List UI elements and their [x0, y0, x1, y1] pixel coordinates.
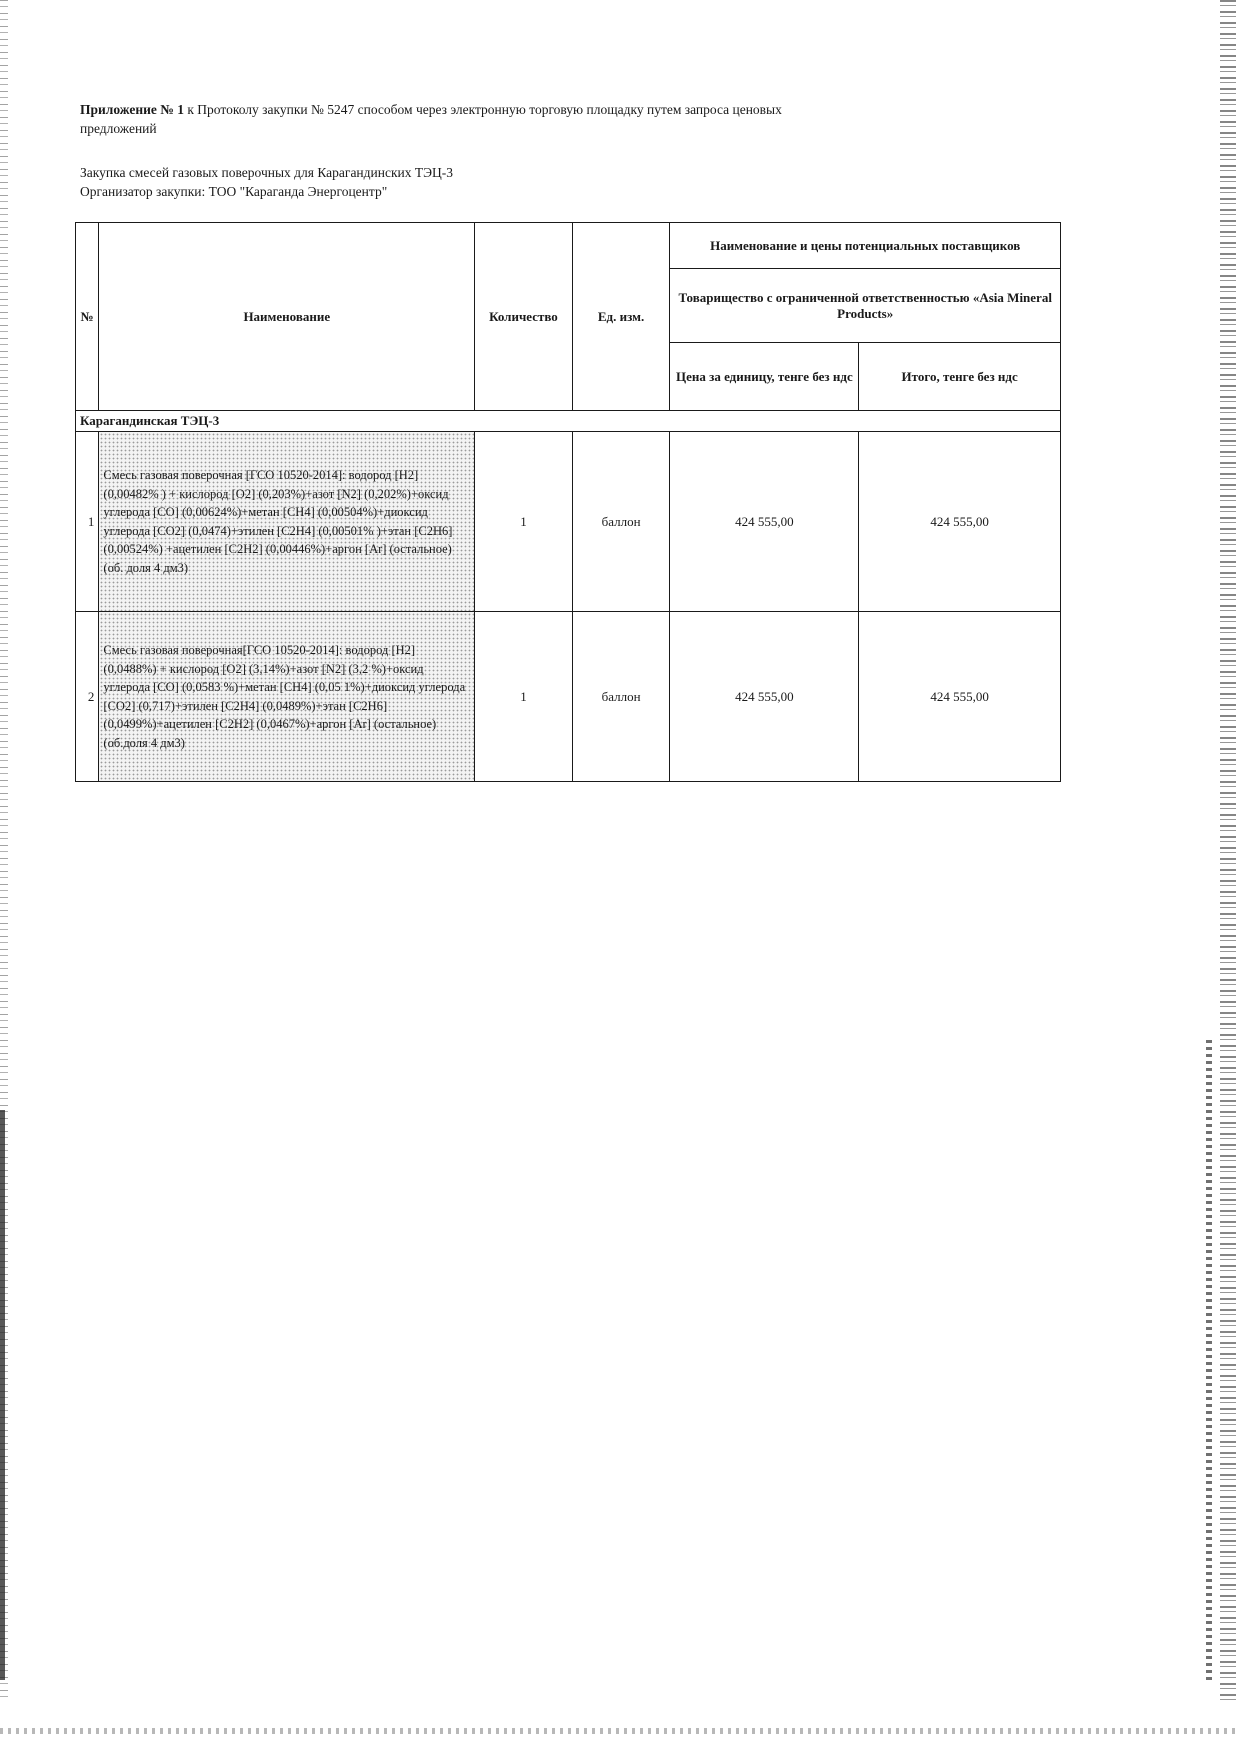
row-number: 2 [76, 612, 99, 782]
col-header-qty: Количество [475, 223, 573, 411]
item-total: 424 555,00 [859, 612, 1061, 782]
appendix-title-rest: к Протоколу закупки № 5247 способом через электронную торговую площадку путем запроса ценовых [184, 102, 782, 117]
scan-edge-left-strip [0, 1110, 5, 1680]
item-unit: баллон [572, 612, 670, 782]
col-header-total: Итого, тенге без ндс [859, 343, 1061, 411]
item-total: 424 555,00 [859, 432, 1061, 612]
purchase-subject: Закупка смесей газовых поверочных для Карагандинских ТЭЦ-3 [80, 165, 454, 180]
item-unit: баллон [572, 432, 670, 612]
col-header-unit: Ед. изм. [572, 223, 670, 411]
protocol-table [75, 222, 1061, 782]
table-row [76, 612, 1061, 782]
item-price: 424 555,00 [670, 612, 859, 782]
scan-edge-right-strip [1206, 1040, 1212, 1680]
col-header-suppliers: Наименование и цены потенциальных поставщиков [670, 223, 1061, 269]
item-name: Смесь газовая поверочная[ГСО 10520-2014]: водород [H2] (0,0488%) + кислород [O2] (3,14%)+азот [N2] (3,2 %)+оксид углерода [CO] (0,0583 %)+метан [CH4] (0,05 1%)+диоксид углерода [CO2] (0,717)+этилен [C2H4] (0,0489%)+этан [C2H6] (0,0499%)+ацетилен [C2H2] (0,0467%)+аргон [Ar] (остальное) (об.доля 4 дм3) [99, 612, 475, 782]
purchase-info [80, 163, 900, 201]
item-name: Смесь газовая поверочная [ГСО 10520-2014]: водород [H2] (0,00482% ) + кислород [O2] (0,203%)+азот [N2] (0,202%)+оксид углерода [CO] (0,00624%)+метан [CH4] (0,00504%)+диоксид углерода [CO2] (0,0474)+этилен [C2H4] (0,00501% )+этан [C2H6] (0,00524%) +ацетилен [C2H2] (0,00446%)+аргон [Ar] (остальное) (об. доля 4 дм3) [99, 432, 475, 612]
col-header-name: Наименование [99, 223, 475, 411]
section-row [76, 411, 1061, 432]
row-number: 1 [76, 432, 99, 612]
appendix-title [80, 100, 900, 119]
col-header-price: Цена за единицу, тенге без ндс [670, 343, 859, 411]
purchase-organizer: Организатор закупки: ТОО "Караганда Энергоцентр" [80, 184, 388, 199]
supplier-name: Товарищество с ограниченной ответственностью «Asia Mineral Products» [670, 269, 1061, 343]
section-title: Карагандинская ТЭЦ-3 [76, 411, 1061, 432]
table-row [76, 432, 1061, 612]
col-header-no: № [76, 223, 99, 411]
scan-edge-right [1220, 0, 1236, 1700]
item-qty: 1 [475, 432, 573, 612]
item-qty: 1 [475, 612, 573, 782]
appendix-title-cont: предложений [80, 121, 157, 136]
appendix-number: Приложение № 1 [80, 102, 184, 117]
appendix-header [80, 100, 900, 138]
item-price: 424 555,00 [670, 432, 859, 612]
scan-edge-bottom [0, 1728, 1240, 1734]
